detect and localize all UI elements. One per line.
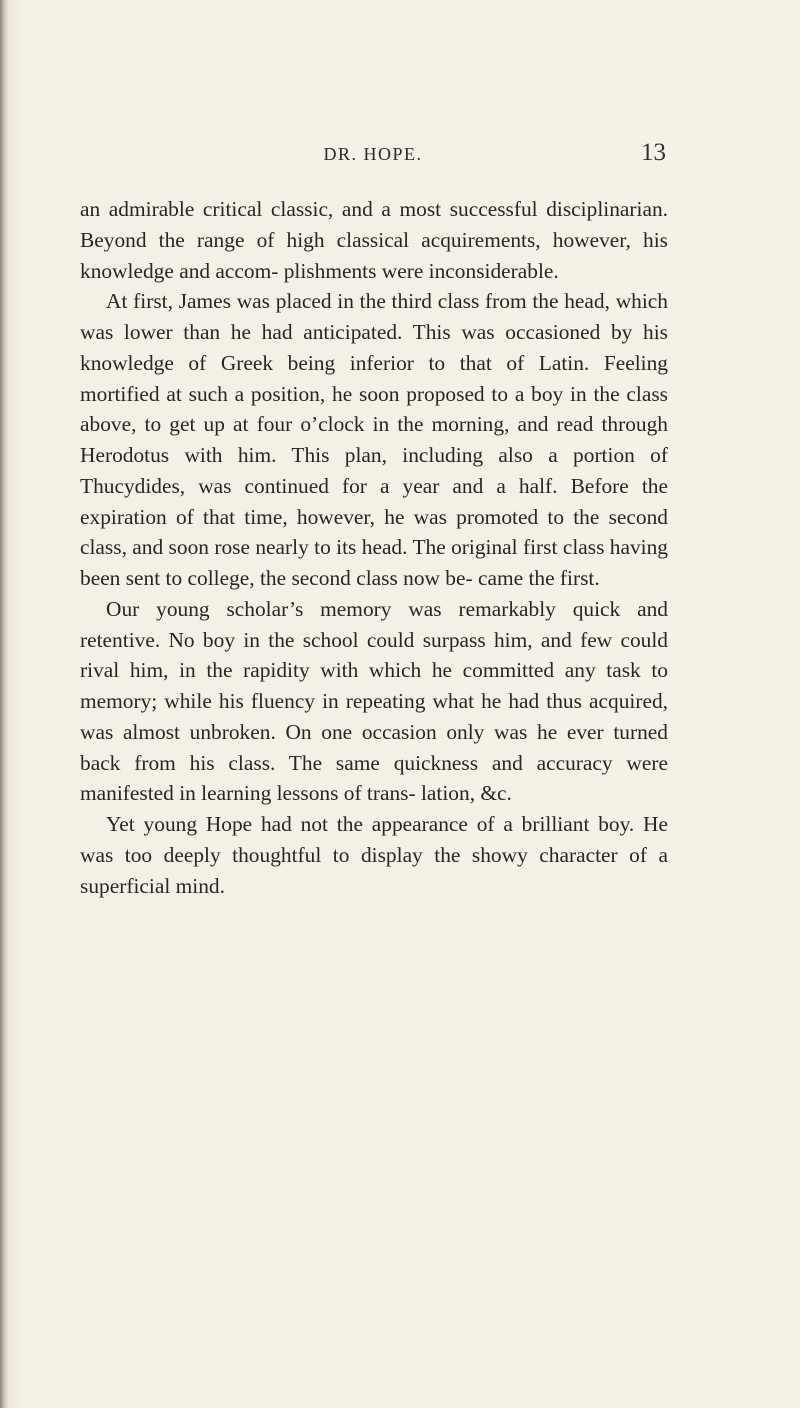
running-head: DR. HOPE. [323, 144, 423, 164]
paragraph-memory: Our young scholar’s memory was remarkably quick and retentive. No boy in the school could surpass him, and few could rival him, in the rapidity with which he committed any task to memory; while his fluency in repeating what he had thus acquired, was almost unbroken. On one occasion only was he ever turned back from his class. The same quickness and accuracy were manifested in learning lessons of trans- lation, &c. [80, 596, 668, 806]
body-text [80, 194, 668, 901]
page-number: 13 [641, 139, 666, 166]
paragraph-continued: an admirable critical classic, and a most successful disciplinarian. Beyond the range of high classical acquirements, however, his knowledge and accom- plishments were inconsiderable. [80, 197, 668, 283]
page-header [80, 139, 666, 172]
paragraph-third-class: At first, James was placed in the third class from the head, which was lower than he had anticipated. This was occasioned by his knowledge of Greek being inferior to that of Latin. Feeling mortified at such a position, he soon proposed to a boy in the class above, to get up at four o’clock in the morning, and read through Herodotus with him. This plan, including also a portion of Thucydides, was continued for a year and a half. Before the expiration of that time, however, he was promoted to the second class, and soon rose nearly to its head. The original first class having been sent to college, the second class now be- came the first. [80, 289, 668, 590]
page-gutter-shadow [0, 0, 8, 1408]
paragraph-brilliant-boy: Yet young Hope had not the appearance of a brilliant boy. He was too deeply thoughtful to display the showy character of a superficial mind. [80, 812, 668, 898]
